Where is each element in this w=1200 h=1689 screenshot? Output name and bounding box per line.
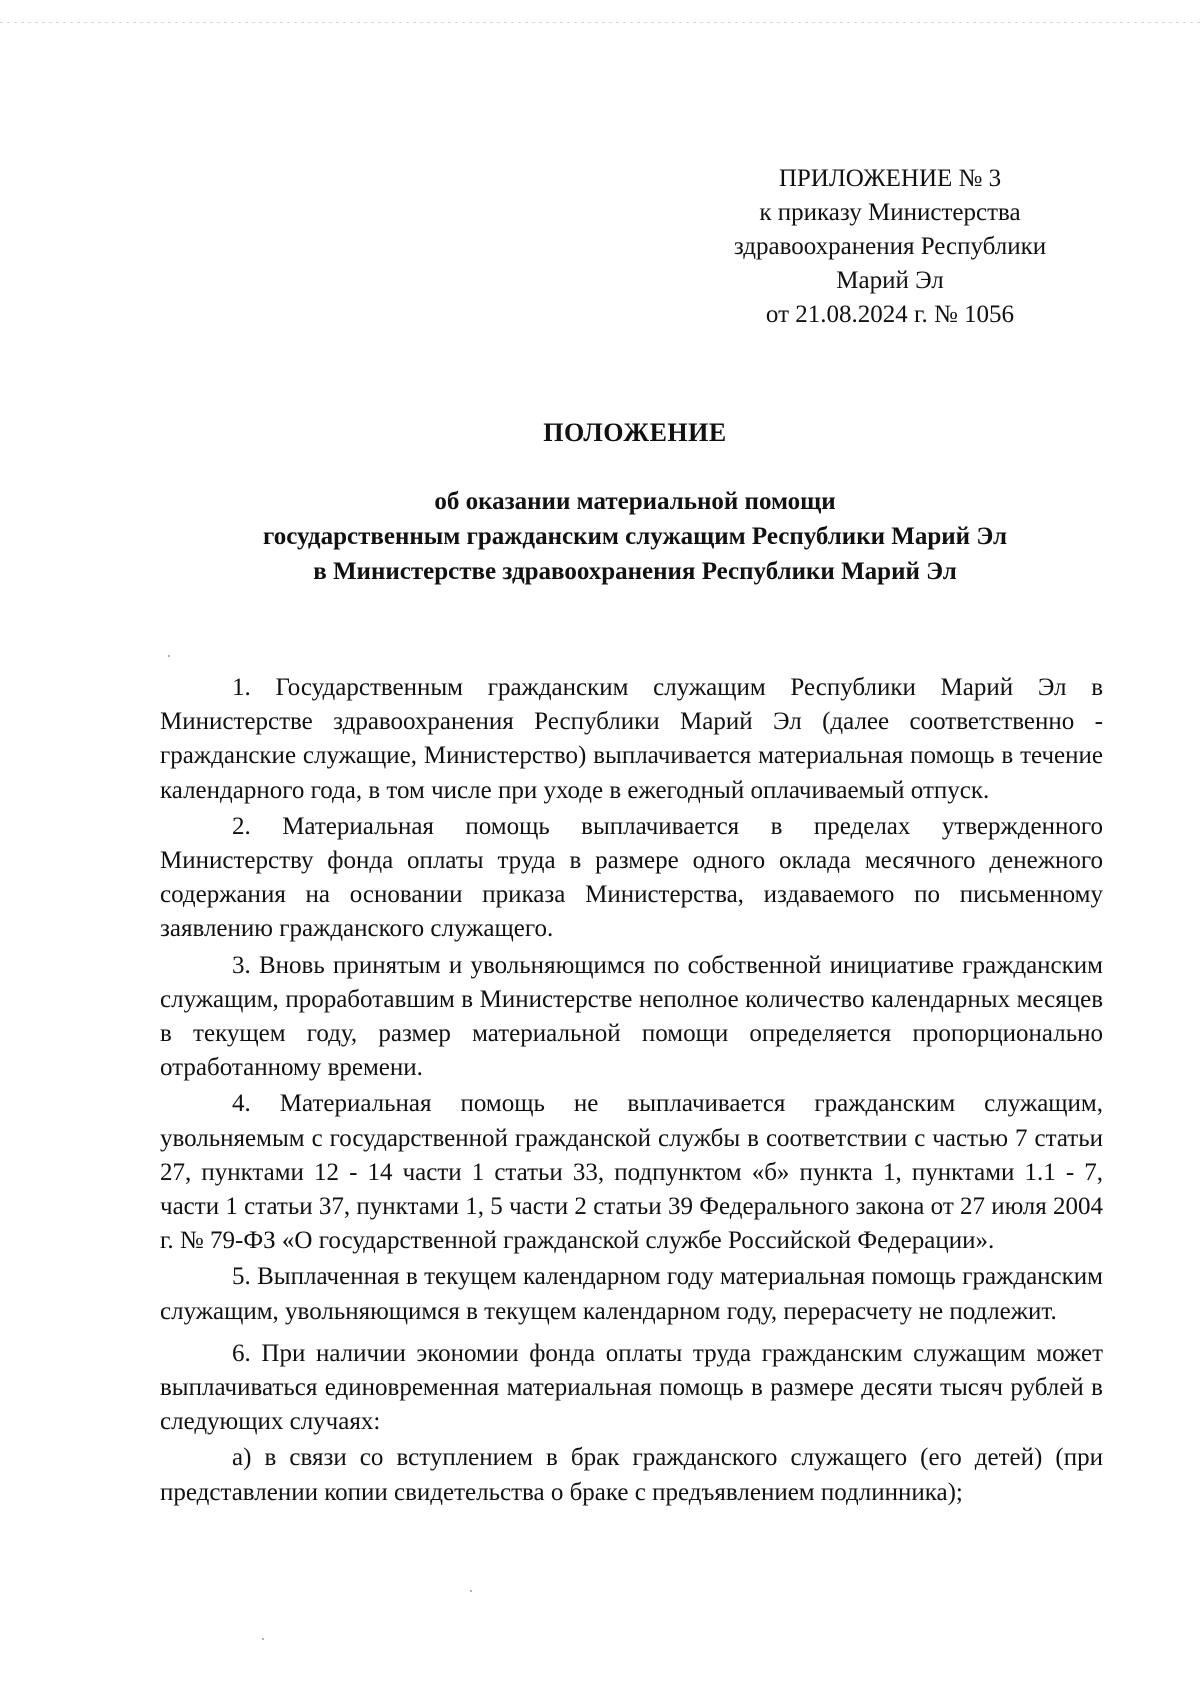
paragraph-4: 4. Материальная помощь не выплачивается гражданским служащим, увольняемым с государственной гражданской службы в соответствии с частью 7 статьи 27, пунктами 12 - 14 части 1 статьи 33, подпунктом «б» пункта 1, пунктами 1.1 - 7, части 1 статьи 37, пунктами 1, 5 части 2 статьи 39 Федерального закона от 27 июля 2004 г. № 79-ФЗ «О государственной гражданской службе Российской Федерации». — [160, 1090, 1103, 1255]
subtitle-line-1: об оказании материальной помощи — [434, 488, 836, 515]
document-body — [160, 671, 1103, 1510]
paragraph-2: 2. Материальная помощь выплачивается в пределах утвержденного Министерству фонда оплаты труда в размере одного оклада месячного денежного содержания на основании приказа Министерства, издаваемого по письменному заявлению гражданского служащего. — [160, 812, 1103, 943]
appendix-ministry: здравоохранения Республики — [733, 233, 1047, 260]
appendix-region: Марий Эл — [836, 267, 944, 294]
scan-edge-line — [0, 22, 1200, 23]
document-title: ПОЛОЖЕНИЕ — [543, 418, 727, 447]
scan-speck — [168, 655, 170, 657]
paragraph-6a: а) в связи со вступлением в брак гражданского служащего (его детей) (при представлении копии свидетельства о браке с предъявлением подлинника); — [160, 1444, 1103, 1506]
paragraph-1: 1. Государственным гражданским служащим Республики Марий Эл в Министерстве здравоохранения Республики Марий Эл (далее соответственно - гражданские служащие, Министерство) выплачивается материальная помощь в течение календарного года, в том числе при уходе в ежегодный оплачиваемый отпуск. — [160, 674, 1103, 804]
appendix-number: ПРИЛОЖЕНИЕ № 3 — [778, 165, 1002, 192]
paragraph-3: 3. Вновь принятым и увольняющимся по собственной инициативе гражданским служащим, проработавшим в Министерстве неполное количество календарных месяцев в текущем году, размер материальной помощи определяется пропорционально отработанному времени. — [160, 951, 1103, 1082]
scan-speck — [262, 1638, 264, 1640]
paragraph-6: 6. При наличии экономии фонда оплаты труда гражданским служащим может выплачиваться единовременная материальная помощь в размере десяти тысяч рублей в следующих случаях: — [160, 1339, 1103, 1436]
subtitle-line-3: в Министерстве здравоохранения Республики Марий Эл — [313, 558, 957, 585]
paragraph-5: 5. Выплаченная в текущем календарном году материальная помощь гражданским служащим, увольняющимся в текущем календарном году, перерасчету не подлежит. — [160, 1263, 1103, 1325]
subtitle-line-2: государственным гражданским служащим Республики Марий Эл — [263, 523, 1007, 550]
document-subtitle — [160, 484, 1110, 589]
appendix-header — [680, 162, 1100, 332]
appendix-date-number: от 21.08.2024 г. № 1056 — [765, 301, 1015, 328]
scan-speck — [470, 1590, 472, 1592]
appendix-order-ref: к приказу Министерства — [759, 199, 1021, 226]
